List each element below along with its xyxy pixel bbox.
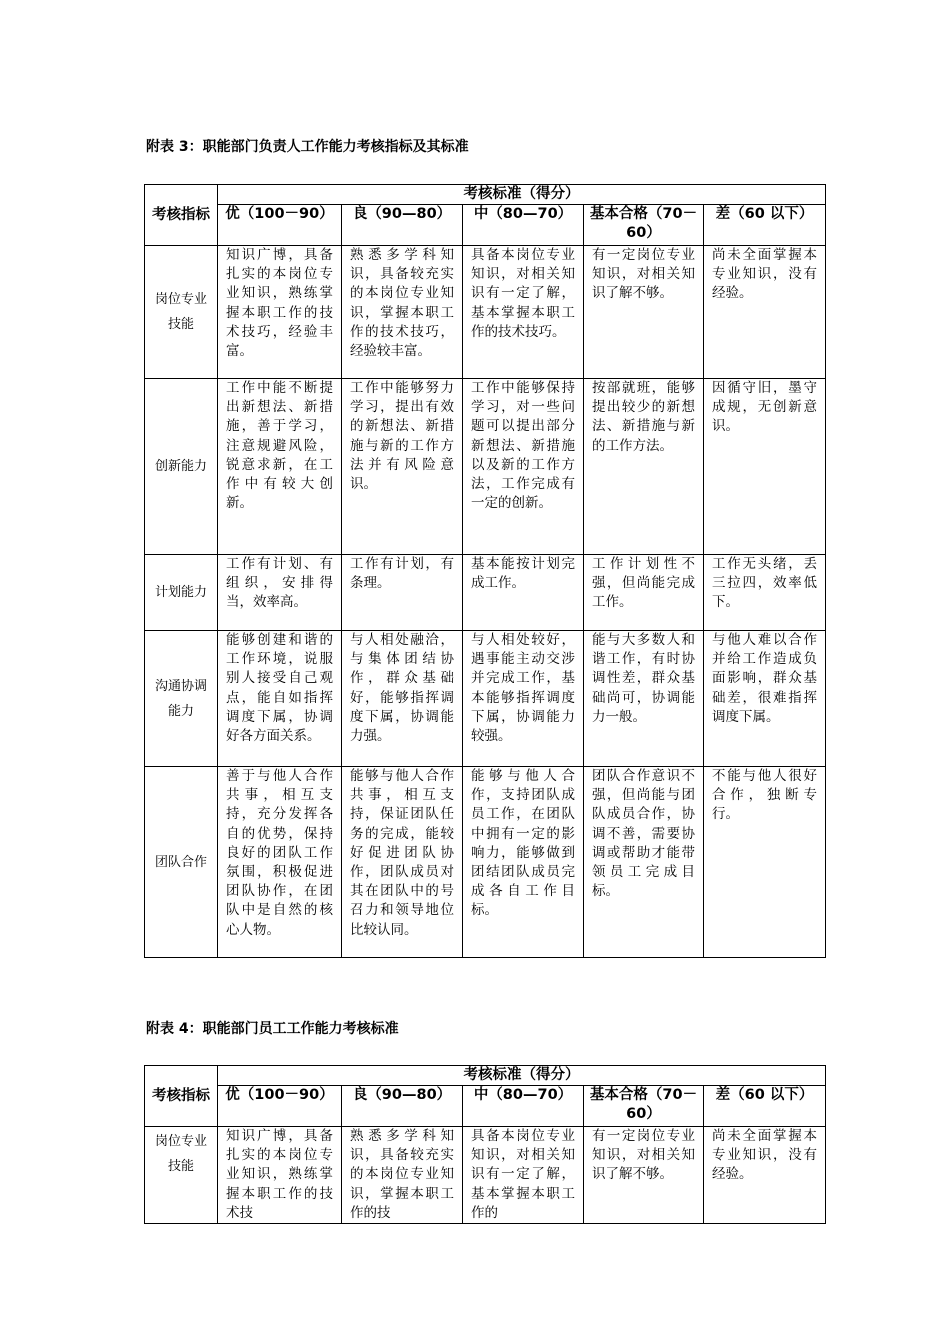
row-cell: 尚未全面掌握本专业知识，没有经验。 [704,1127,826,1224]
header-level-poor: 差（60 以下） [704,1086,826,1127]
row-cell: 知识广博，具备扎实的本岗位专业知识，熟练掌握本职工作的技术技巧，经验丰富。 [218,246,342,379]
row-cell: 工作中能够努力学习，提出有效的新想法、新措施与新的工作方法并有风险意识。 [342,379,463,555]
row-cell: 工作计划性不强，但尚能完成工作。 [584,555,704,631]
row-cell: 有一定岗位专业知识，对相关知识了解不够。 [584,1127,704,1224]
row-indicator: 岗位专业技能 [145,246,218,379]
row-cell: 能够创建和谐的工作环境，说服别人接受自己观点，能自如指挥调度下属，协调好各方面关系。 [218,631,342,767]
table-row [145,379,826,555]
table-row [145,555,826,631]
header-indicator: 考核指标 [145,1066,218,1127]
header-level-pass: 基本合格（70－60） [584,1086,704,1127]
row-cell: 能与大多数人和谐工作，有时协调性差，群众基础尚可，协调能力一般。 [584,631,704,767]
table-row [145,246,826,379]
row-cell: 工作无头绪，丢三拉四，效率低下。 [704,555,826,631]
row-cell: 因循守旧，墨守成规，无创新意识。 [704,379,826,555]
row-indicator: 团队合作 [145,767,218,958]
header-level-excellent: 优（100－90） [218,1086,342,1127]
row-cell: 知识广博，具备扎实的本岗位专业知识，熟练掌握本职工作的技术技 [218,1127,342,1224]
row-cell: 有一定岗位专业知识，对相关知识了解不够。 [584,246,704,379]
header-indicator: 考核指标 [145,185,218,246]
row-cell: 尚未全面掌握本专业知识，没有经验。 [704,246,826,379]
row-cell: 熟悉多学科知识，具备较充实的本岗位专业知识，掌握本职工作的技 [342,1127,463,1224]
row-cell: 能够与他人合作共事，相互支持，保证团队任务的完成，能较好促进团队协作，团队成员对其在团队中的号召力和领导地位比较认同。 [342,767,463,958]
header-level-good: 良（90—80） [342,1086,463,1127]
table4-title: 附表 4：职能部门员工工作能力考核标准 [146,1021,399,1037]
row-cell: 工作有计划，有条理。 [342,555,463,631]
table-row [145,767,826,958]
table-row [145,1127,826,1224]
row-cell: 与人相处融洽，与集体团结协作，群众基础好，能够指挥调度下属，协调能力强。 [342,631,463,767]
row-indicator: 创新能力 [145,379,218,555]
row-cell: 团队合作意识不强，但尚能与团队成员合作，协调不善，需要协调或帮助才能带领员工完成目标。 [584,767,704,958]
row-indicator: 计划能力 [145,555,218,631]
row-cell: 不能与他人很好合作，独断专行。 [704,767,826,958]
table3-title: 附表 3：职能部门负责人工作能力考核指标及其标准 [146,139,469,155]
row-cell: 具备本岗位专业知识，对相关知识有一定了解，基本掌握本职工作的技术技巧。 [463,246,584,379]
row-cell: 能够与他人合作，支持团队成员工作，在团队中拥有一定的影响力，能够做到团结团队成员完成各自工作目标。 [463,767,584,958]
header-level-medium: 中（80—70） [463,205,584,246]
row-cell: 具备本岗位专业知识，对相关知识有一定了解，基本掌握本职工作的 [463,1127,584,1224]
header-level-good: 良（90—80） [342,205,463,246]
header-standard: 考核标准（得分） [218,185,826,205]
row-indicator: 沟通协调能力 [145,631,218,767]
header-level-medium: 中（80—70） [463,1086,584,1127]
header-standard: 考核标准（得分） [218,1066,826,1086]
header-level-pass: 基本合格（70－60） [584,205,704,246]
header-level-excellent: 优（100－90） [218,205,342,246]
row-cell: 与他人难以合作并给工作造成负面影响，群众基础差，很难指挥调度下属。 [704,631,826,767]
table-row [145,631,826,767]
header-level-poor: 差（60 以下） [704,205,826,246]
row-cell: 工作中能不断提出新想法、新措施，善于学习，注意规避风险，锐意求新，在工作中有较大创新。 [218,379,342,555]
row-cell: 工作有计划、有组织，安排得当，效率高。 [218,555,342,631]
table4-staff-standards [144,1065,826,1224]
row-cell: 与人相处较好，遇事能主动交涉并完成工作，基本能够指挥调度下属，协调能力较强。 [463,631,584,767]
row-indicator: 岗位专业技能 [145,1127,218,1224]
table3-ability-standards [144,184,826,958]
row-cell: 工作中能够保持学习，对一些问题可以提出部分新想法、新措施以及新的工作方法，工作完成有一定的创新。 [463,379,584,555]
row-cell: 按部就班，能够提出较少的新想法、新措施与新的工作方法。 [584,379,704,555]
row-cell: 善于与他人合作共事，相互支持，充分发挥各自的优势，保持良好的团队工作氛围，积极促进团队协作，在团队中是自然的核心人物。 [218,767,342,958]
row-cell: 基本能按计划完成工作。 [463,555,584,631]
row-cell: 熟悉多学科知识，具备较充实的本岗位专业知识，掌握本职工作的技术技巧，经验较丰富。 [342,246,463,379]
